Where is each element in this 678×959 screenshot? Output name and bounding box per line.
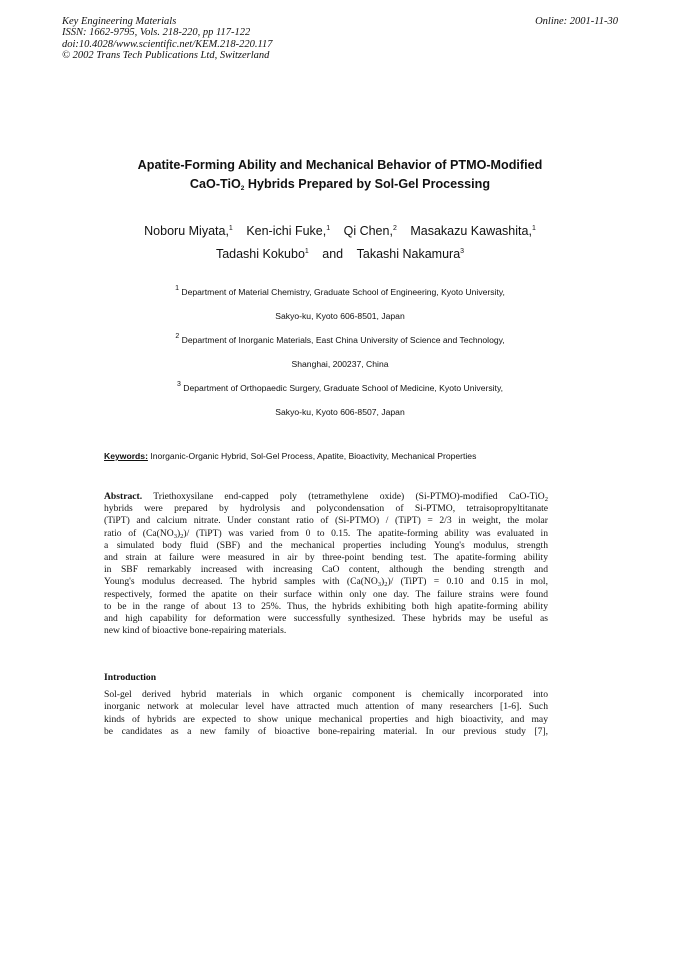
introduction-line: kinds of hybrids are expected to show unique mechanical properties and high bioactivity, and may [104,713,548,725]
abstract-line: Abstract. Triethoxysilane end-capped poly (tetramethylene oxide) (Si-PTMO)-modified CaO-TiO$_2$ [104,491,548,503]
doi-line: doi:10.4028/www.scientific.net/KEM.218-220.117 [62,38,273,50]
affiliation-1-line-1: $^1$ Department of Material Chemistry, Graduate School of Engineering, Kyoto University, [175,285,505,297]
introduction-section [104,672,548,739]
keywords-text: Inorganic-Organic Hybrid, Sol-Gel Process, Apatite, Bioactivity, Mechanical Properties [147,451,477,461]
title-line-1: Apatite-Forming Ability and Mechanical Behavior of PTMO-Modified [137,158,543,172]
page-header [62,16,618,62]
affiliation-2-line-1: $^2$ Department of Inorganic Materials, East China University of Science and Technology, [175,333,505,345]
author: Noboru Miyata,$^1$ [144,224,233,238]
author: Ken-ichi Fuke,$^1$ [246,224,331,238]
author: Takashi Nakamura$^3$ [356,247,465,261]
affiliation-2-line-2: Shanghai, 200237, China [291,359,389,369]
introduction-line: inorganic network at molecular level have attracted much attention of many researchers [1-6]. Such [104,701,548,713]
introduction-heading: Introduction [104,672,157,683]
abstract-line: in SBF remarkably increased with increasing CaO content, although the bending strength and [104,564,548,576]
abstract-line: (TiPT) and calcium nitrate. Under constant ratio of (Si-PTMO) / (TiPT) = 2/3 in weight, the molar [104,515,548,527]
affiliation-list [62,280,618,424]
abstract-line: and high capability for deformation were successfully synthesized. These hybrids may be useful as [104,613,548,625]
abstract-line: respectively, formed the apatite on their surface within only one day. The failure strains were found [104,588,548,600]
affiliation-3-line-1: $^3$ Department of Orthopaedic Surgery, Graduate School of Medicine, Kyoto University, [176,381,503,393]
issn-line: ISSN: 1662-9795, Vols. 218-220, pp 117-122 [62,27,251,39]
abstract-label: Abstract. [104,491,143,502]
journal-name: Key Engineering Materials [62,16,177,27]
keywords [104,449,624,463]
author-row-1 [62,220,618,243]
author-conjunction: and [322,247,344,261]
paper-title [62,156,618,194]
introduction-line: Sol-gel derived hybrid materials in which organic component is chemically incorporated into [104,688,548,700]
affiliation-3-line-2: Sakyo-ku, Kyoto 606-8507, Japan [275,407,405,417]
author-row-2 [62,243,618,266]
author: Tadashi Kokubo$^1$ [215,247,309,261]
introduction-line: be candidates as a new family of bioactive bone-repairing material. In our previous study [7], [104,726,548,738]
author-list [62,220,618,266]
online-date: Online: 2001-11-30 [535,16,618,27]
abstract [104,491,548,637]
author: Qi Chen,$^2$ [343,224,397,238]
abstract-line: and strain at failure were measured in air by three-point bending test. The apatite-forming ability [104,552,548,564]
copyright-line: © 2002 Trans Tech Publications Ltd, Switzerland [62,50,270,62]
affiliation-1-line-2: Sakyo-ku, Kyoto 606-8501, Japan [275,311,405,321]
abstract-line: hybrids were prepared by hydrolysis and polycondensation of Si-PTMO, tetraisopropyltitanate [104,503,548,515]
keywords-label: Keywords: [104,451,148,461]
author: Masakazu Kawashita,$^1$ [410,224,536,238]
abstract-line: ratio of $(Ca(NO_3)_2)/$ (TiPT) was varied from 0 to 0.15. The apatite-forming ability was evaluated in [104,527,548,540]
abstract-line: Young's modulus decreased. The hybrid samples with $(Ca(NO_3)_2)/$ (TiPT) = 0.10 and 0.15 in mol, [104,576,548,589]
title-line-2: CaO-TiO$_2$ Hybrids Prepared by Sol-Gel Processing [189,177,491,192]
abstract-line: to be in the range of about 13 to 25%. Thus, the hybrids exhibiting both high apatite-forming ability [104,600,548,612]
abstract-line: new kind of bioactive bone-repairing materials. [104,625,287,637]
abstract-line: a simulated body fluid (SBF) and the mechanical properties including Young's modulus, strength [104,539,548,551]
